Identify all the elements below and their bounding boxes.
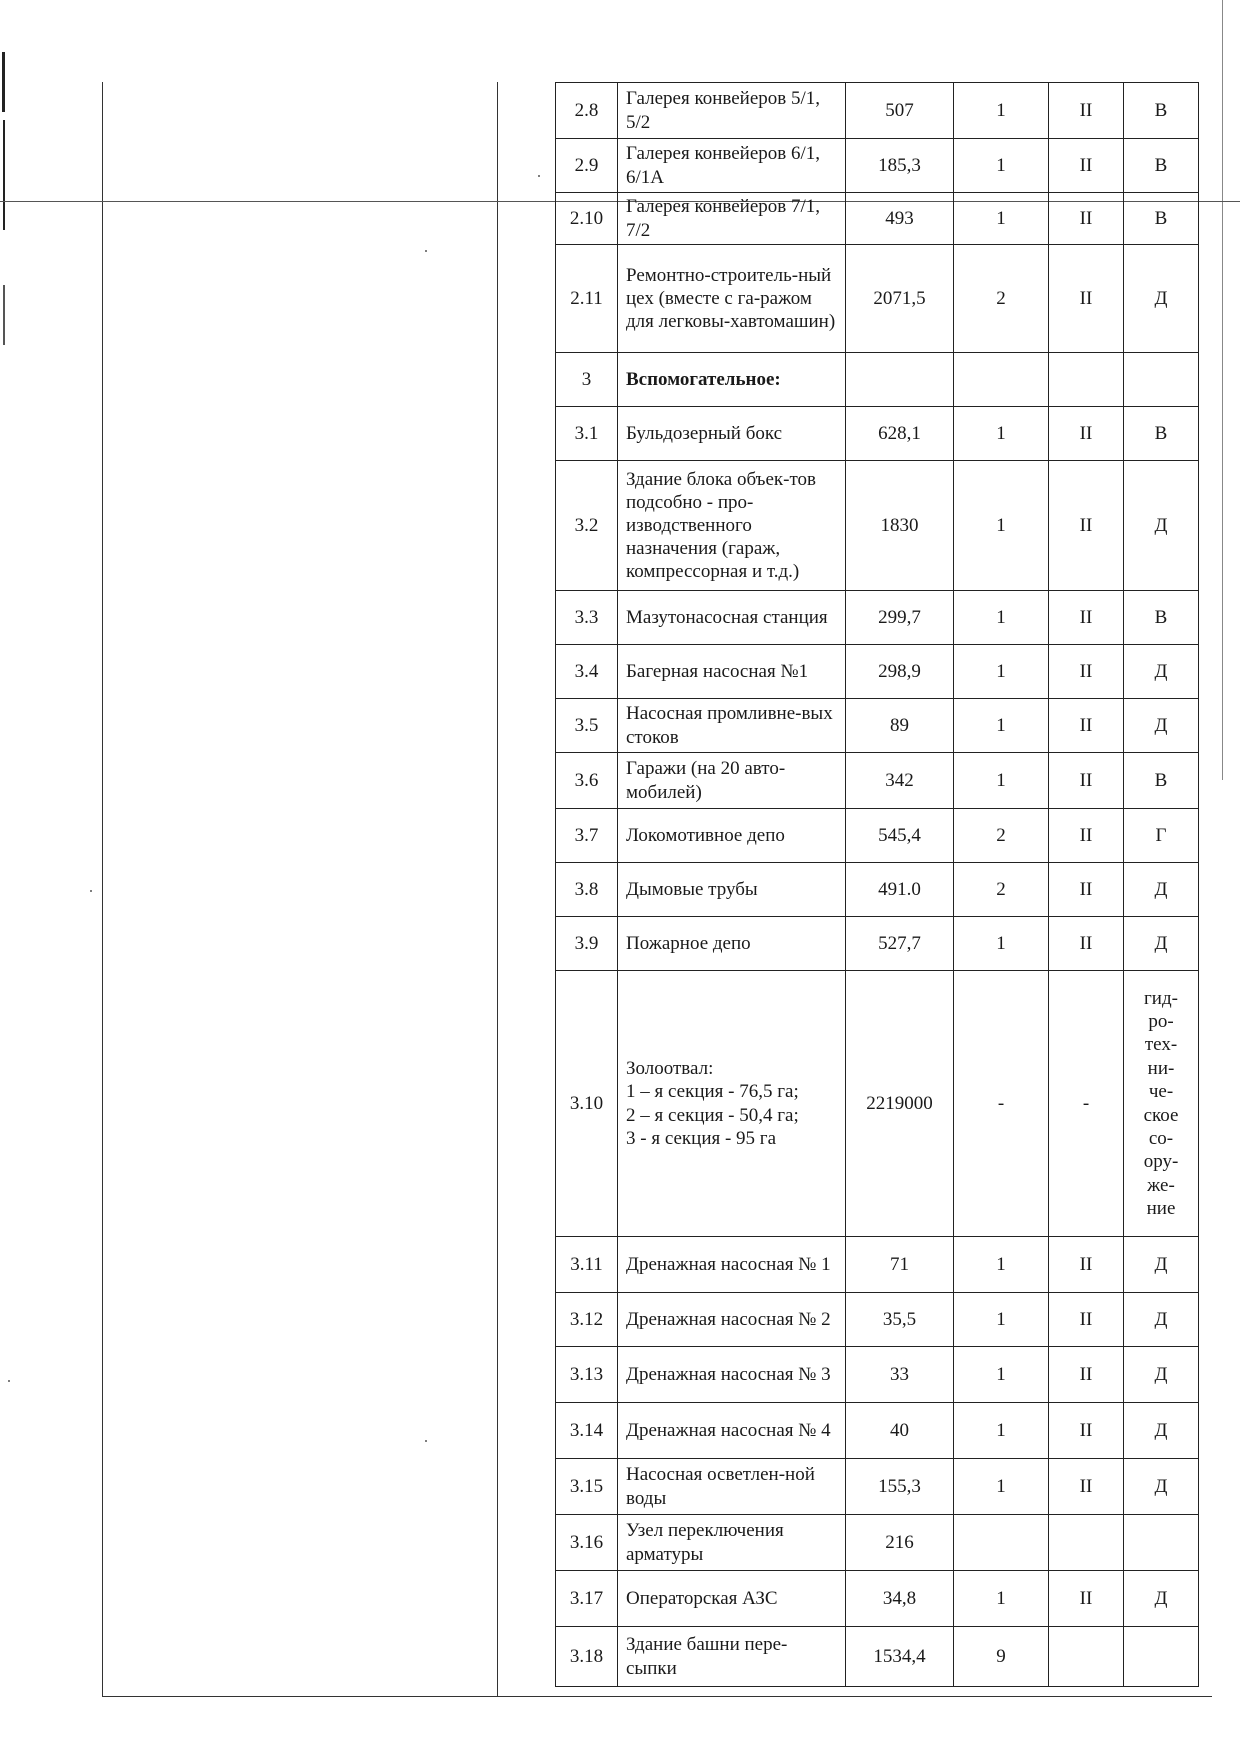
fire-resistance-cell: II <box>1049 863 1124 917</box>
building-name-cell: Здание блока объек-тов подсобно - про-изводственного назначения (гараж, компрессорная и т.д.) <box>618 461 846 591</box>
building-name-cell: Вспомогательное: <box>618 353 846 407</box>
floors-cell: 2 <box>954 809 1049 863</box>
area-cell: 216 <box>846 1515 954 1571</box>
outer-frame-middle <box>497 82 498 1697</box>
area-cell: 1534,4 <box>846 1627 954 1687</box>
floors-cell: 1 <box>954 83 1049 139</box>
row-number-cell: 3.5 <box>556 699 618 753</box>
table-row <box>556 753 1199 809</box>
hazard-category-cell <box>1124 353 1199 407</box>
hazard-category-cell: В <box>1124 753 1199 809</box>
building-name-cell: Дымовые трубы <box>618 863 846 917</box>
hazard-category-cell <box>1124 1515 1199 1571</box>
table-row <box>556 139 1199 193</box>
hazard-category-cell <box>1124 1627 1199 1687</box>
table-row <box>556 407 1199 461</box>
scan-speck <box>8 1380 10 1382</box>
row-number-cell: 3.12 <box>556 1293 618 1347</box>
floors-cell: 1 <box>954 699 1049 753</box>
building-name-cell: Здание башни пере-сыпки <box>618 1627 846 1687</box>
building-name-cell: Дренажная насосная № 1 <box>618 1237 846 1293</box>
table-row <box>556 1459 1199 1515</box>
table-row <box>556 1347 1199 1403</box>
row-number-cell: 3.9 <box>556 917 618 971</box>
area-cell: 2219000 <box>846 971 954 1237</box>
table-row <box>556 193 1199 245</box>
hazard-category-cell: В <box>1124 407 1199 461</box>
table-row <box>556 917 1199 971</box>
floors-cell: - <box>954 971 1049 1237</box>
fire-resistance-cell <box>1049 1627 1124 1687</box>
fire-resistance-cell: II <box>1049 1347 1124 1403</box>
floors-cell: 1 <box>954 591 1049 645</box>
row-number-cell: 3.18 <box>556 1627 618 1687</box>
scan-speck <box>425 250 427 252</box>
hazard-category-cell: В <box>1124 193 1199 245</box>
table-row <box>556 645 1199 699</box>
scan-edge-mark <box>2 52 5 112</box>
row-number-cell: 3.11 <box>556 1237 618 1293</box>
floors-cell: 9 <box>954 1627 1049 1687</box>
hazard-category-cell: Г <box>1124 809 1199 863</box>
fire-resistance-cell: II <box>1049 139 1124 193</box>
floors-cell: 1 <box>954 1403 1049 1459</box>
scan-speck <box>90 890 92 892</box>
row-number-cell: 3.16 <box>556 1515 618 1571</box>
table-row <box>556 1515 1199 1571</box>
fire-resistance-cell: II <box>1049 591 1124 645</box>
building-name-cell: Локомотивное депо <box>618 809 846 863</box>
row-number-cell: 3.14 <box>556 1403 618 1459</box>
row-number-cell: 3.4 <box>556 645 618 699</box>
building-name-cell: Мазутонасосная станция <box>618 591 846 645</box>
building-name-cell: Дренажная насосная № 3 <box>618 1347 846 1403</box>
row-number-cell: 3.6 <box>556 753 618 809</box>
area-cell: 493 <box>846 193 954 245</box>
outer-frame-left <box>102 82 103 1697</box>
area-cell: 35,5 <box>846 1293 954 1347</box>
building-name-cell: Насосная осветлен-ной воды <box>618 1459 846 1515</box>
area-cell: 2071,5 <box>846 245 954 353</box>
floors-cell: 1 <box>954 917 1049 971</box>
fire-resistance-cell <box>1049 1515 1124 1571</box>
row-number-cell: 2.11 <box>556 245 618 353</box>
fire-resistance-cell: II <box>1049 809 1124 863</box>
area-cell: 34,8 <box>846 1571 954 1627</box>
area-cell: 40 <box>846 1403 954 1459</box>
building-name-cell: Узел переключения арматуры <box>618 1515 846 1571</box>
hazard-category-cell: В <box>1124 83 1199 139</box>
floors-cell: 1 <box>954 461 1049 591</box>
hazard-category-cell: гид- ро- тех- ни- че- ское со- ору- же- ние <box>1124 971 1199 1237</box>
fire-resistance-cell: II <box>1049 1459 1124 1515</box>
row-number-cell: 3.2 <box>556 461 618 591</box>
fire-resistance-cell: II <box>1049 193 1124 245</box>
fire-resistance-cell: - <box>1049 971 1124 1237</box>
hazard-category-cell: Д <box>1124 699 1199 753</box>
area-cell: 342 <box>846 753 954 809</box>
floors-cell <box>954 353 1049 407</box>
building-name-cell: Багерная насосная №1 <box>618 645 846 699</box>
row-number-cell: 3 <box>556 353 618 407</box>
hazard-category-cell: В <box>1124 139 1199 193</box>
scan-speck <box>538 175 540 177</box>
building-name-cell: Галерея конвейеров 5/1, 5/2 <box>618 83 846 139</box>
table-row <box>556 591 1199 645</box>
area-cell <box>846 353 954 407</box>
floors-cell: 1 <box>954 1347 1049 1403</box>
area-cell: 299,7 <box>846 591 954 645</box>
row-number-cell: 2.10 <box>556 193 618 245</box>
floors-cell: 1 <box>954 1571 1049 1627</box>
building-name-cell: Насосная промливне-вых стоков <box>618 699 846 753</box>
area-cell: 1830 <box>846 461 954 591</box>
row-number-cell: 3.8 <box>556 863 618 917</box>
row-number-cell: 3.13 <box>556 1347 618 1403</box>
building-name-cell: Бульдозерный бокс <box>618 407 846 461</box>
floors-cell: 1 <box>954 193 1049 245</box>
building-name-cell: Дренажная насосная № 2 <box>618 1293 846 1347</box>
area-cell: 527,7 <box>846 917 954 971</box>
hazard-category-cell: Д <box>1124 645 1199 699</box>
hazard-category-cell: Д <box>1124 1571 1199 1627</box>
fire-resistance-cell: II <box>1049 1293 1124 1347</box>
fire-resistance-cell: II <box>1049 753 1124 809</box>
row-number-cell: 3.3 <box>556 591 618 645</box>
scan-edge-mark <box>3 120 5 230</box>
table-row <box>556 1293 1199 1347</box>
area-cell: 33 <box>846 1347 954 1403</box>
row-number-cell: 3.15 <box>556 1459 618 1515</box>
row-number-cell: 3.10 <box>556 971 618 1237</box>
table-row <box>556 809 1199 863</box>
building-name-cell: Ремонтно-строитель-ный цех (вместе с га-ражом для легковы-хавтомашин) <box>618 245 846 353</box>
row-number-cell: 3.17 <box>556 1571 618 1627</box>
table-row <box>556 353 1199 407</box>
hazard-category-cell: Д <box>1124 917 1199 971</box>
table-row <box>556 461 1199 591</box>
building-name-cell: Галерея конвейеров 7/1, 7/2 <box>618 193 846 245</box>
floors-cell: 1 <box>954 645 1049 699</box>
hazard-category-cell: В <box>1124 591 1199 645</box>
row-number-cell: 2.9 <box>556 139 618 193</box>
table-row <box>556 83 1199 139</box>
fire-resistance-cell <box>1049 353 1124 407</box>
hazard-category-cell: Д <box>1124 1237 1199 1293</box>
building-name-cell: Операторская АЗС <box>618 1571 846 1627</box>
hazard-category-cell: Д <box>1124 1459 1199 1515</box>
building-name-cell: Золоотвал: 1 – я секция - 76,5 га; 2 – я секция - 50,4 га; 3 - я секция - 95 га <box>618 971 846 1237</box>
floors-cell: 1 <box>954 407 1049 461</box>
floors-cell: 1 <box>954 139 1049 193</box>
hazard-category-cell: Д <box>1124 461 1199 591</box>
table-row <box>556 1627 1199 1687</box>
floors-cell: 2 <box>954 245 1049 353</box>
area-cell: 89 <box>846 699 954 753</box>
floors-cell: 1 <box>954 1459 1049 1515</box>
scan-edge-mark <box>3 285 5 345</box>
area-cell: 491.0 <box>846 863 954 917</box>
table-row <box>556 971 1199 1237</box>
fire-resistance-cell: II <box>1049 407 1124 461</box>
fire-resistance-cell: II <box>1049 645 1124 699</box>
hazard-category-cell: Д <box>1124 1403 1199 1459</box>
fire-resistance-cell: II <box>1049 1237 1124 1293</box>
hazard-category-cell: Д <box>1124 1293 1199 1347</box>
area-cell: 185,3 <box>846 139 954 193</box>
area-cell: 155,3 <box>846 1459 954 1515</box>
floors-cell: 2 <box>954 863 1049 917</box>
building-name-cell: Галерея конвейеров 6/1, 6/1А <box>618 139 846 193</box>
fire-resistance-cell: II <box>1049 917 1124 971</box>
building-name-cell: Дренажная насосная № 4 <box>618 1403 846 1459</box>
row-number-cell: 2.8 <box>556 83 618 139</box>
building-name-cell: Пожарное депо <box>618 917 846 971</box>
scan-speck <box>425 1440 427 1442</box>
table-row <box>556 1237 1199 1293</box>
floors-cell <box>954 1515 1049 1571</box>
table-row <box>556 699 1199 753</box>
area-cell: 507 <box>846 83 954 139</box>
area-cell: 545,4 <box>846 809 954 863</box>
table-row <box>556 245 1199 353</box>
row-number-cell: 3.7 <box>556 809 618 863</box>
hazard-category-cell: Д <box>1124 1347 1199 1403</box>
hazard-category-cell: Д <box>1124 863 1199 917</box>
area-cell: 298,9 <box>846 645 954 699</box>
fire-resistance-cell: II <box>1049 245 1124 353</box>
floors-cell: 1 <box>954 753 1049 809</box>
table-row <box>556 1571 1199 1627</box>
building-name-cell: Гаражи (на 20 авто-мобилей) <box>618 753 846 809</box>
fire-resistance-cell: II <box>1049 1571 1124 1627</box>
buildings-table <box>555 82 1199 1687</box>
fire-resistance-cell: II <box>1049 1403 1124 1459</box>
fire-resistance-cell: II <box>1049 699 1124 753</box>
fire-resistance-cell: II <box>1049 83 1124 139</box>
area-cell: 71 <box>846 1237 954 1293</box>
fire-resistance-cell: II <box>1049 461 1124 591</box>
outer-frame-bottom <box>102 1696 1212 1697</box>
area-cell: 628,1 <box>846 407 954 461</box>
right-scan-edge <box>1222 0 1223 780</box>
floors-cell: 1 <box>954 1293 1049 1347</box>
table-row <box>556 863 1199 917</box>
floors-cell: 1 <box>954 1237 1049 1293</box>
row-number-cell: 3.1 <box>556 407 618 461</box>
hazard-category-cell: Д <box>1124 245 1199 353</box>
table-row <box>556 1403 1199 1459</box>
